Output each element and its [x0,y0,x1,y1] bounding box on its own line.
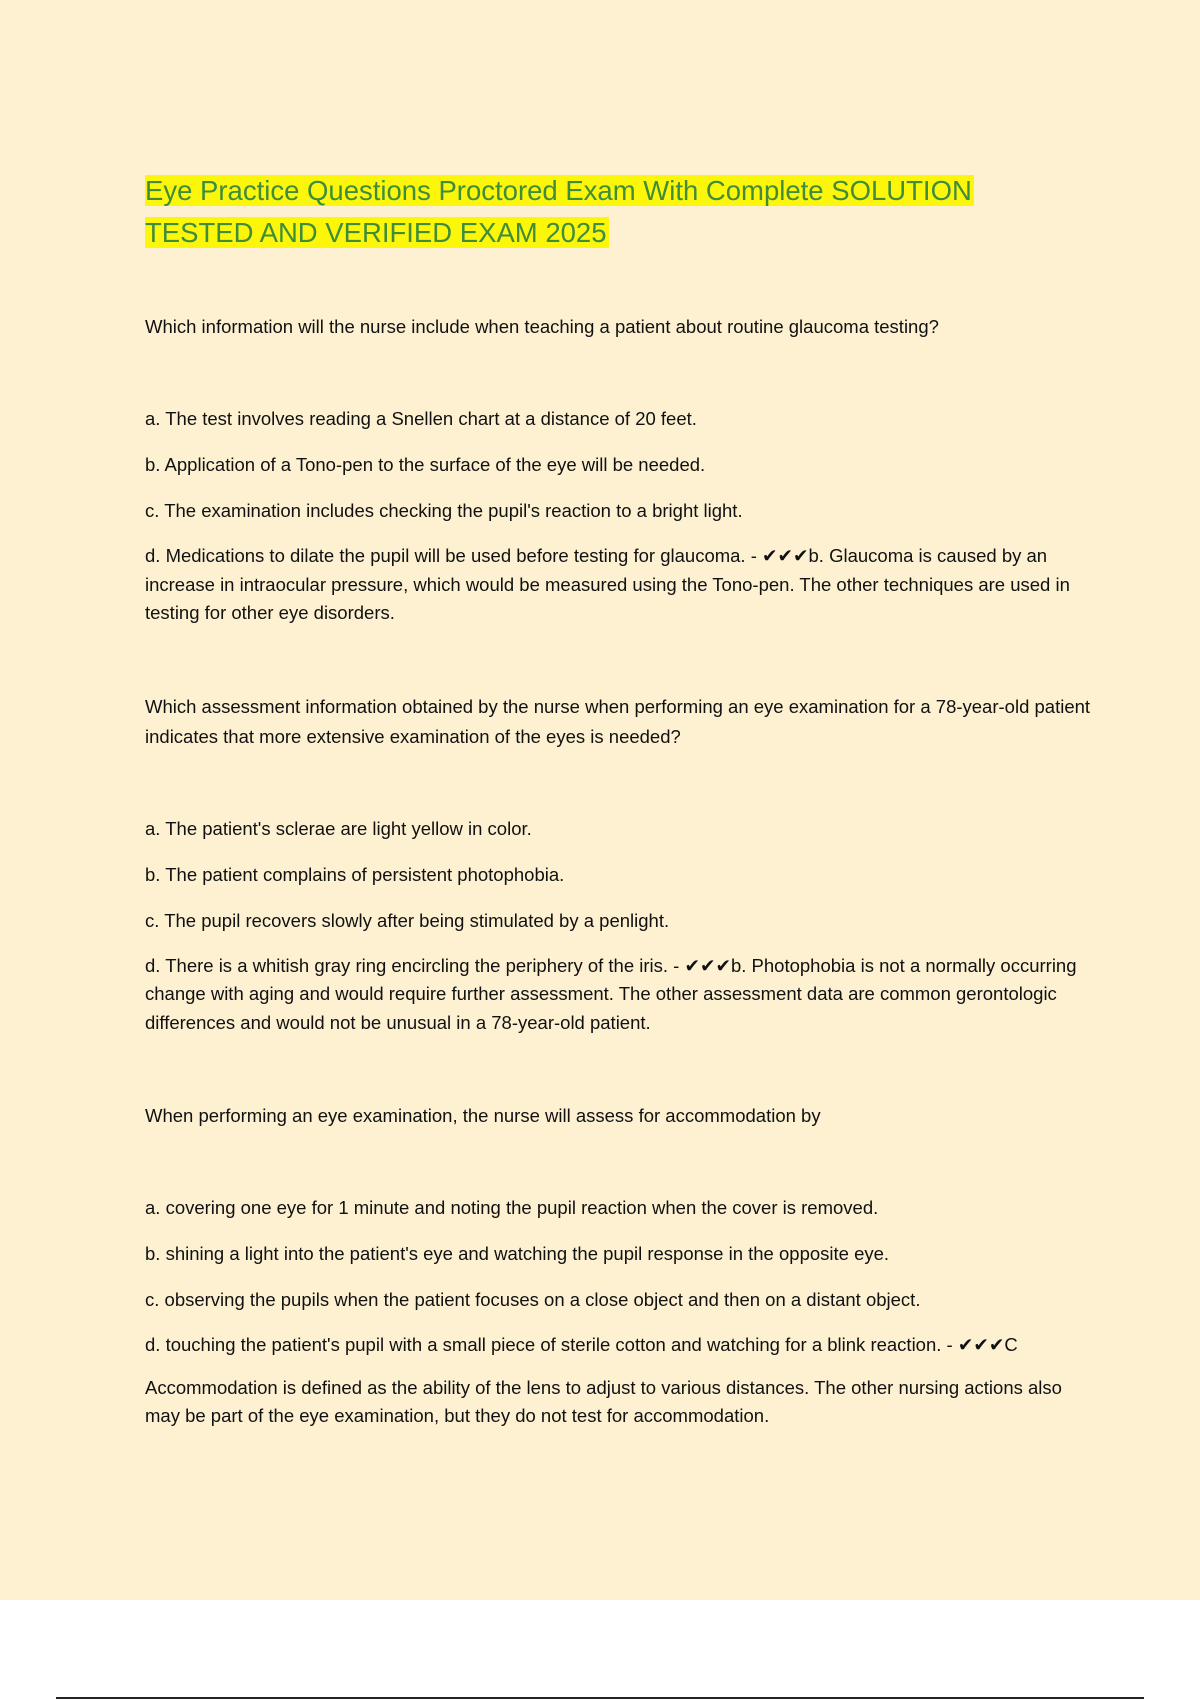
title-line-1: Eye Practice Questions Proctored Exam With Complete SOLUTION [145,175,972,206]
answer-option-a: a. The test involves reading a Snellen chart at a distance of 20 feet. [145,408,697,429]
document-title [145,170,1095,254]
document-content [145,170,1095,1495]
question-text: Which assessment information obtained by the nurse when performing an eye examination for a 78-year-old patient indicates that more extensive examination of the eyes is needed? [145,695,1091,747]
answer-option-a: a. covering one eye for 1 minute and noting the pupil reaction when the cover is removed. [145,1197,879,1218]
question-block-1 [145,312,1095,628]
answer-option-b: b. The patient complains of persistent photophobia. [145,863,565,885]
footer-divider [56,1697,1144,1699]
answer-option-b: b. shining a light into the patient's eye and watching the pupil response in the opposite eye. [145,1243,890,1264]
question-text: When performing an eye examination, the nurse will assess for accommodation by [145,1105,821,1126]
question-block-3 [145,1101,1095,1431]
question-text: Which information will the nurse include when teaching a patient about routine glaucoma testing? [145,316,939,337]
answer-option-d: d. There is a whitish gray ring encircling the periphery of the iris. - ✔✔✔b. Photophobia is not a normally occurring change with aging and would require further assessment. The other assessment data are common gerontologic differences and would not be unusual in a 78-year-old patient. [145,954,1077,1033]
answer-option-c: c. The pupil recovers slowly after being stimulated by a penlight. [145,909,670,931]
answer-option-d: d. touching the patient's pupil with a small piece of sterile cotton and watching for a blink reaction. - ✔✔✔C [145,1334,1018,1355]
answer-rationale: Accommodation is defined as the ability of the lens to adjust to various distances. The other nursing actions also may be part of the eye examination, but they do not test for accommodation. [145,1376,1062,1426]
answer-option-b: b. Application of a Tono-pen to the surface of the eye will be needed. [145,454,706,475]
answer-option-a: a. The patient's sclerae are light yellow in color. [145,817,532,839]
answer-option-c: c. observing the pupils when the patient focuses on a close object and then on a distant object. [145,1289,921,1310]
answer-option-c: c. The examination includes checking the pupil's reaction to a bright light. [145,500,743,521]
title-line-2: TESTED AND VERIFIED EXAM 2025 [145,217,607,248]
answer-option-d: d. Medications to dilate the pupil will be used before testing for glaucoma. - ✔✔✔b. Glaucoma is caused by an increase in intraocular pressure, which would be measured using the Tono-pen. The other techniques are used in testing for other eye disorders. [145,545,1070,623]
question-block-2 [145,692,1095,1038]
